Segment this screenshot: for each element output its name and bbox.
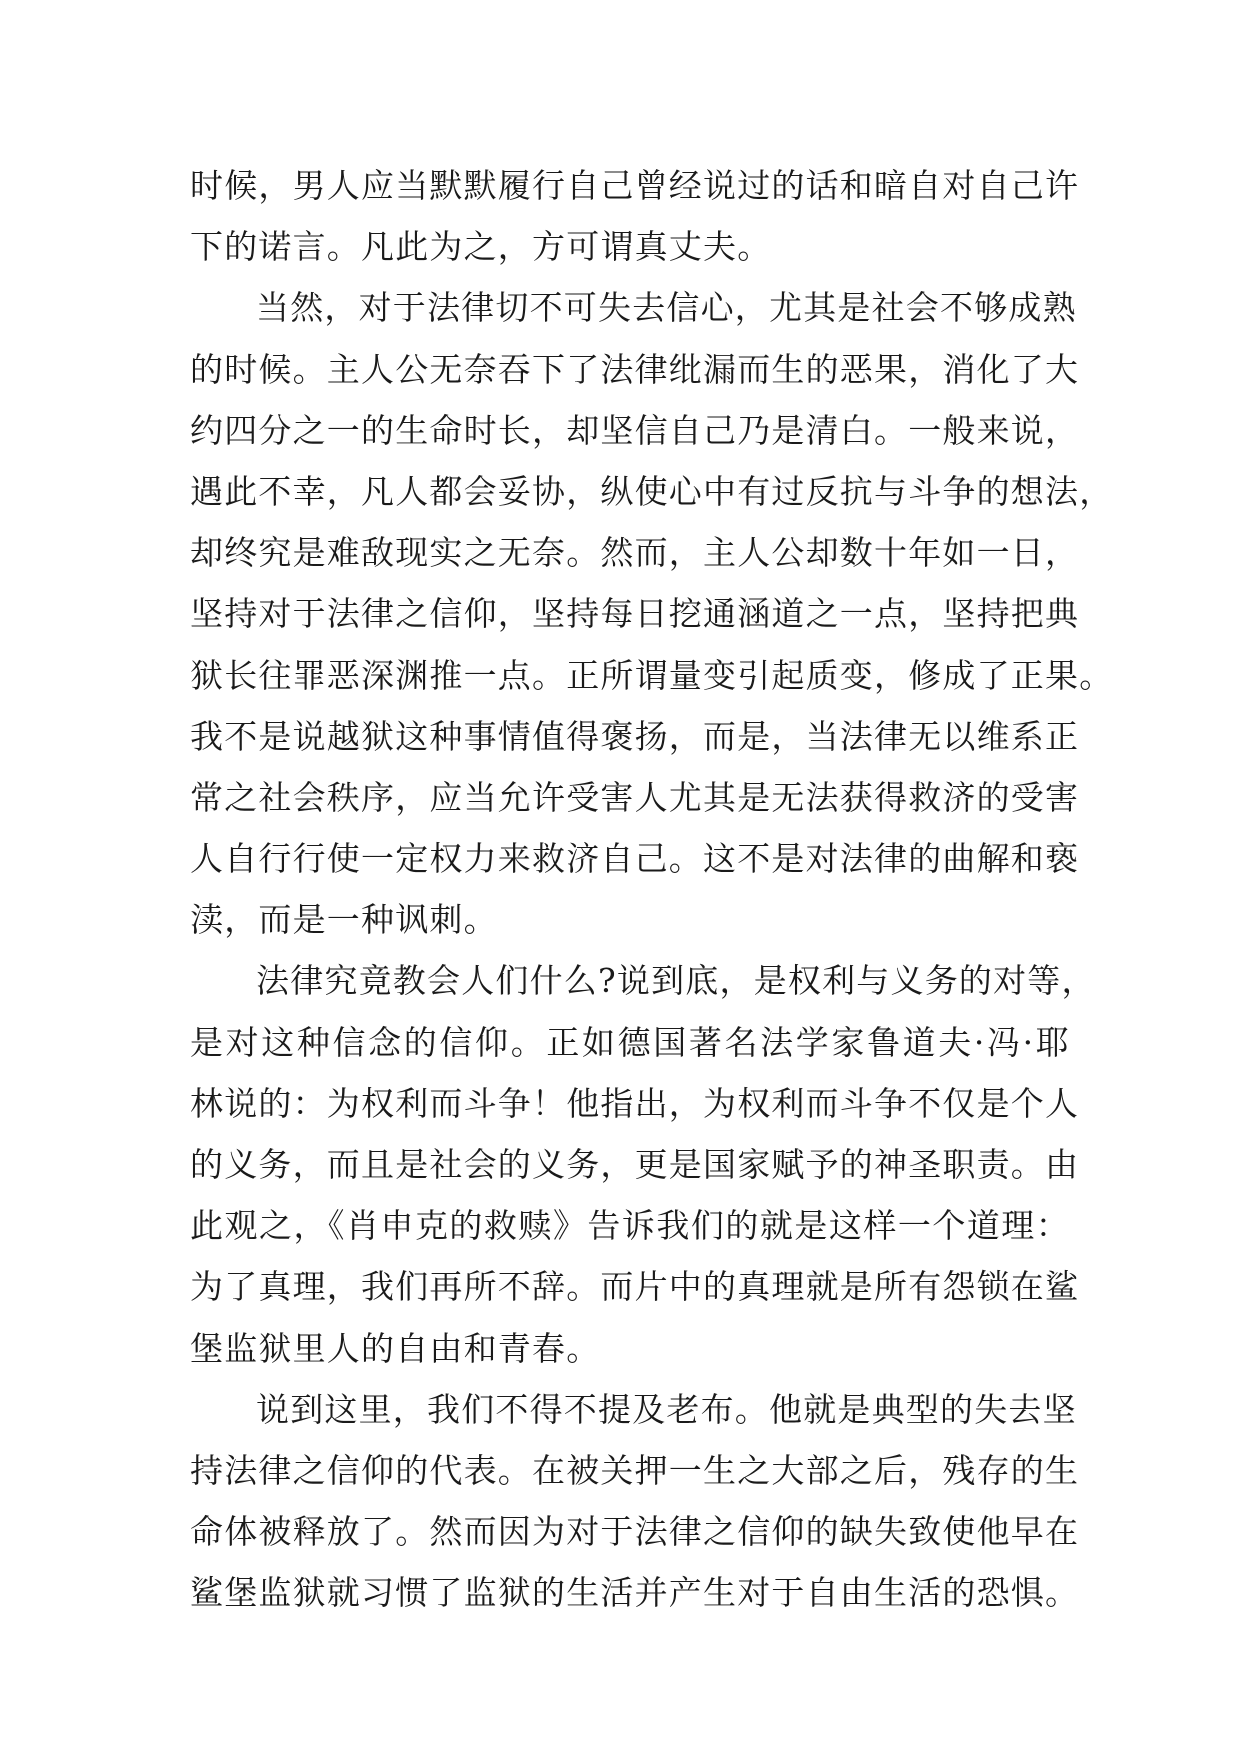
text-line: 林说的：为权利而斗争！他指出，为权利而斗争不仅是个人	[190, 1083, 1080, 1123]
text-line: 此观之，《肖申克的救赎》告诉我们的就是这样一个道理：	[190, 1206, 1070, 1246]
text-line: 时候，男人应当默默履行自己曾经说过的话和暗自对自己许	[190, 166, 1080, 205]
text-line: 下的诺言。凡此为之，方可谓真丈夫。	[190, 227, 772, 267]
text-line: 持法律之信仰的代表。在被关押一生之大部之后，残存的生	[190, 1450, 1080, 1490]
text-line: 当然，对于法律切不可失去信心，尤其是社会不够成熟	[256, 288, 1077, 328]
text-line: 是对这种信念的信仰。正如德国著名法学家鲁道夫·冯·耶	[190, 1022, 1070, 1062]
text-line: 遇此不幸，凡人都会妥协，纵使心中有过反抗与斗争的想法，	[190, 471, 1114, 511]
text-line: 的时候。主人公无奈吞下了法律纰漏而生的恶果，消化了大	[190, 349, 1080, 389]
text-line: 法律究竟教会人们什么?说到底，是权利与义务的对等，	[256, 961, 1096, 1001]
text-line: 为了真理，我们再所不辞。而片中的真理就是所有怨锁在鲨	[190, 1267, 1080, 1307]
text-line: 我不是说越狱这种事情值得褒扬，而是，当法律无以维系正	[190, 716, 1080, 756]
paragraph-3	[190, 950, 1096, 1378]
text-line: 鲨堡监狱就习惯了监狱的生活并产生对于自由生活的恐惧。	[190, 1573, 1080, 1613]
body-text	[190, 155, 1114, 1624]
paragraph-1	[190, 155, 1080, 277]
text-line: 狱长往罪恶深渊推一点。正所谓量变引起质变，修成了正果。	[190, 655, 1114, 695]
paragraph-4	[190, 1379, 1080, 1624]
text-line: 的义务，而且是社会的义务，更是国家赋予的神圣职责。由	[190, 1145, 1080, 1184]
text-line: 渎，而是一种讽刺。	[190, 900, 498, 940]
paragraph-2	[190, 277, 1114, 950]
text-line: 说到这里，我们不得不提及老布。他就是典型的失去坚	[256, 1389, 1077, 1429]
text-line: 坚持对于法律之信仰，坚持每日挖通涵道之一点，坚持把典	[190, 594, 1080, 634]
text-line: 却终究是难敌现实之无奈。然而，主人公却数十年如一日，	[190, 533, 1080, 573]
text-line: 人自行行使一定权力来救济自己。这不是对法律的曲解和亵	[190, 839, 1080, 879]
text-line: 约四分之一的生命时长，却坚信自己乃是清白。一般来说，	[190, 410, 1080, 450]
text-line: 堡监狱里人的自由和青春。	[190, 1328, 601, 1368]
text-line: 命体被释放了。然而因为对于法律之信仰的缺失致使他早在	[190, 1512, 1080, 1552]
text-line: 常之社会秩序，应当允许受害人尤其是无法获得救济的受害	[190, 777, 1080, 817]
